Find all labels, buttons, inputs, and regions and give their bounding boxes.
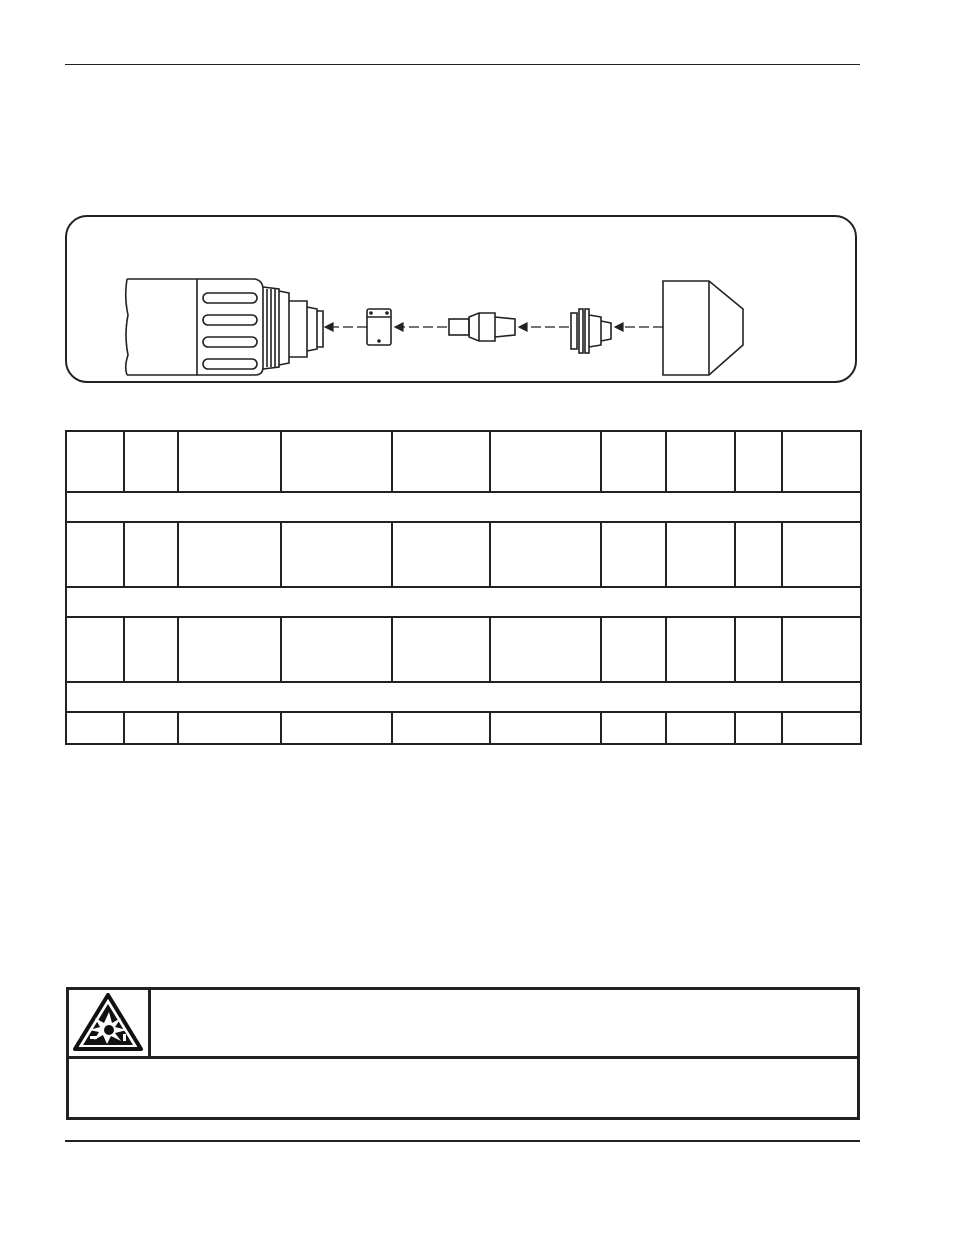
table-cell <box>735 617 782 682</box>
swirl-ring-icon <box>367 309 391 345</box>
parts-table <box>65 430 862 745</box>
assembly-arrow-2 <box>395 323 447 331</box>
assembly-arrow-4 <box>615 323 663 331</box>
header-cell <box>124 431 178 492</box>
table-cell <box>601 522 666 587</box>
table-cell <box>392 522 490 587</box>
table-cell <box>601 617 666 682</box>
torch-exploded-diagram <box>67 217 859 385</box>
header-cell <box>281 431 392 492</box>
footer-rule <box>65 1140 860 1142</box>
table-cell <box>178 522 281 587</box>
warning-divider <box>69 1056 857 1059</box>
table-cell <box>782 617 861 682</box>
table-cell <box>490 522 601 587</box>
assembly-arrow-3 <box>519 323 569 331</box>
table-cell <box>666 522 735 587</box>
header-cell <box>392 431 490 492</box>
section-label <box>66 682 861 712</box>
header-rule <box>65 64 860 65</box>
header-cell <box>666 431 735 492</box>
table-header-row <box>66 431 861 492</box>
electrode-icon <box>449 313 515 341</box>
table-cell <box>490 617 601 682</box>
header-cell <box>782 431 861 492</box>
table-cell <box>281 712 392 744</box>
table-cell <box>392 617 490 682</box>
table-cell <box>666 617 735 682</box>
table-cell <box>66 712 124 744</box>
table-cell <box>124 712 178 744</box>
nozzle-icon <box>571 309 611 353</box>
section-label <box>66 492 861 522</box>
section-label-row <box>66 492 861 522</box>
assembly-arrow-1 <box>325 323 367 331</box>
torch-parts-figure <box>65 215 857 383</box>
header-cell <box>490 431 601 492</box>
table-cell <box>735 712 782 744</box>
table-cell <box>782 712 861 744</box>
table-cell <box>490 712 601 744</box>
table-row <box>66 712 861 744</box>
header-cell <box>66 431 124 492</box>
table-cell <box>66 522 124 587</box>
warning-box <box>66 987 860 1120</box>
table-cell <box>666 712 735 744</box>
table-row <box>66 522 861 587</box>
table-cell <box>281 522 392 587</box>
header-cell <box>178 431 281 492</box>
header-cell <box>601 431 666 492</box>
table-cell <box>782 522 861 587</box>
table-row <box>66 617 861 682</box>
shield-cup-icon <box>663 281 743 375</box>
table-cell <box>124 617 178 682</box>
section-label-row <box>66 682 861 712</box>
table-cell <box>281 617 392 682</box>
section-label-row <box>66 587 861 617</box>
header-cell <box>735 431 782 492</box>
table-cell <box>178 617 281 682</box>
table-cell <box>66 617 124 682</box>
table-cell <box>735 522 782 587</box>
torch-body-icon <box>126 279 323 375</box>
table-cell <box>392 712 490 744</box>
explosion-hazard-icon <box>69 990 147 1054</box>
section-label <box>66 587 861 617</box>
table-cell <box>178 712 281 744</box>
warning-icon-cell <box>69 990 151 1058</box>
table-cell <box>601 712 666 744</box>
table-cell <box>124 522 178 587</box>
